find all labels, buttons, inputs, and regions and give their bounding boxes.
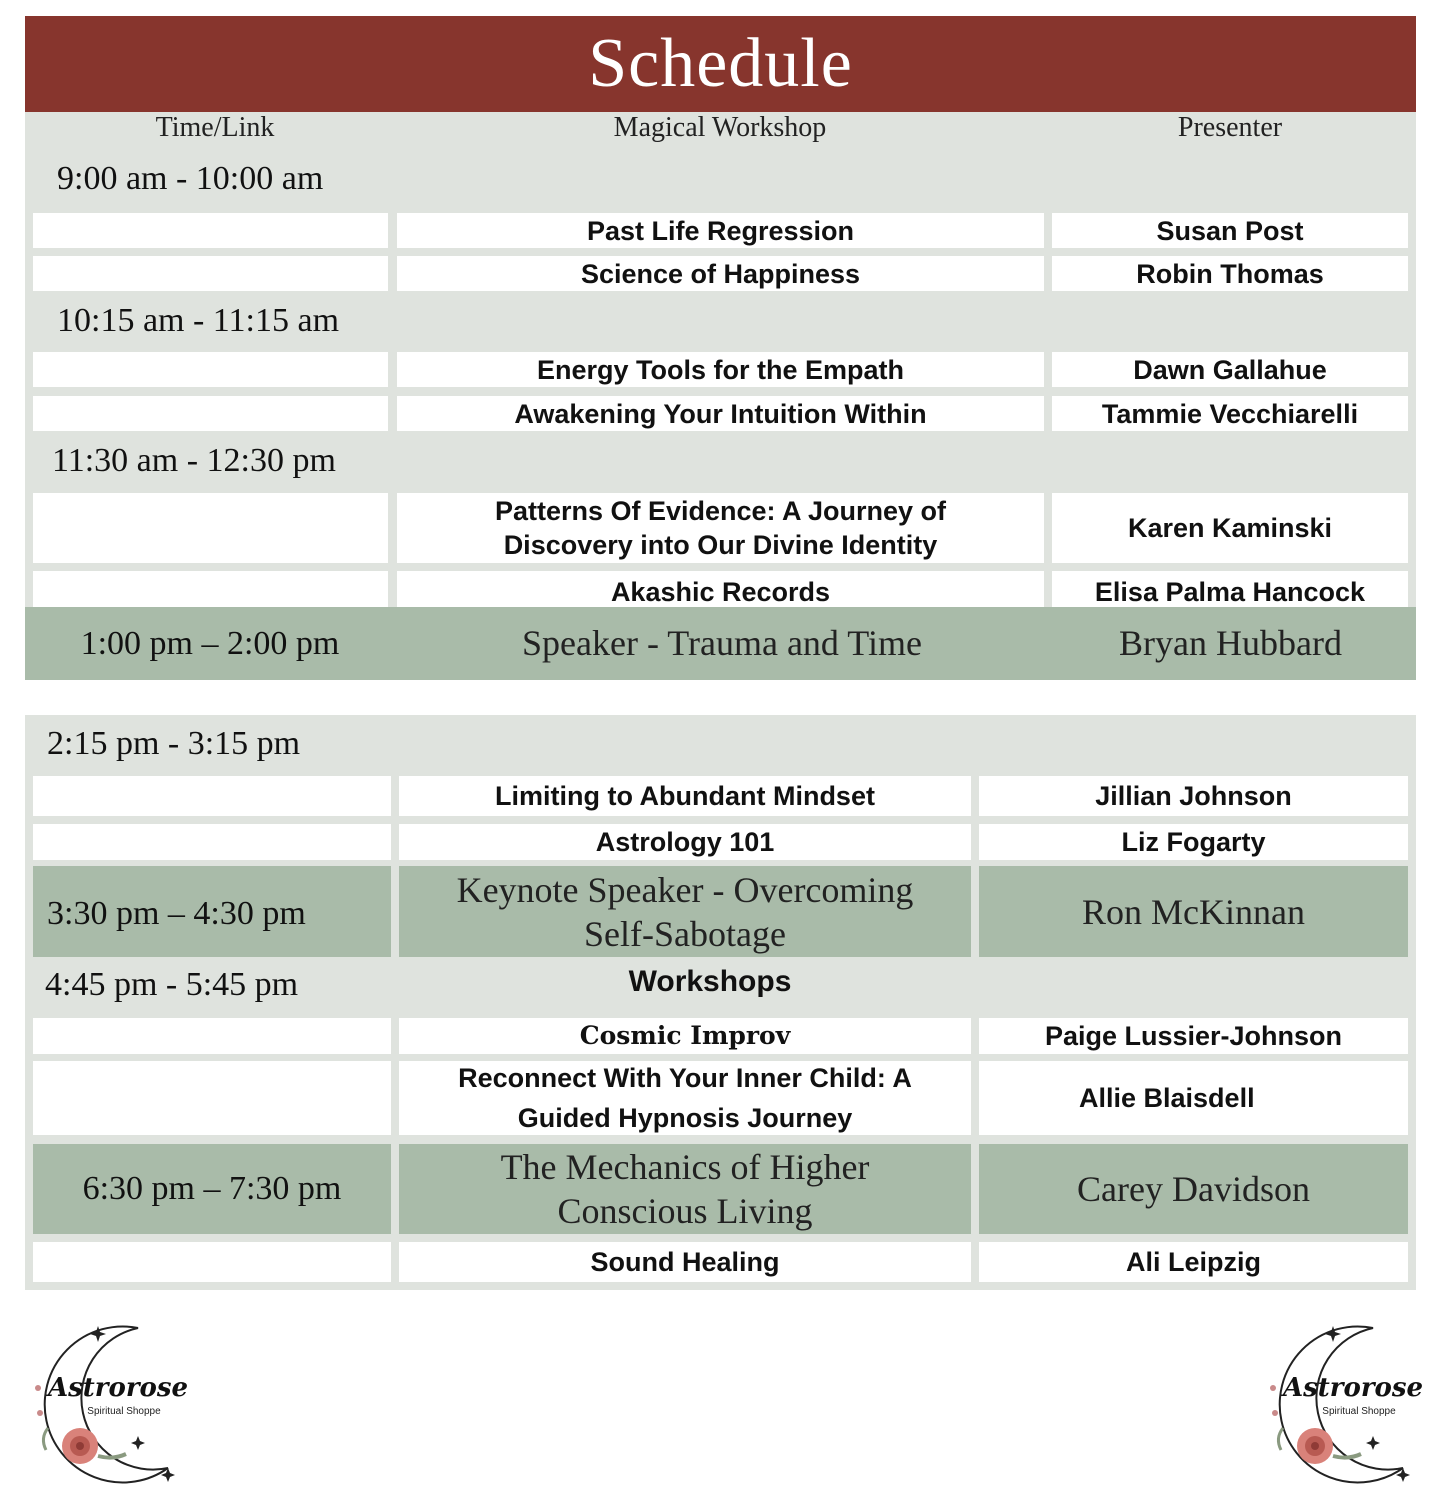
speaker-title: Speaker - Trauma and Time	[522, 623, 922, 663]
link-cell	[33, 256, 388, 291]
workshop-cell: Sound Healing	[399, 1242, 971, 1282]
link-cell	[33, 493, 388, 563]
presenter-cell: Robin Thomas	[1052, 256, 1408, 291]
presenter-cell: Allie Blaisdell	[979, 1061, 1408, 1135]
link-cell	[33, 824, 391, 860]
astrorose-logo-right	[1253, 1318, 1423, 1488]
evening-presenter: Carey Davidson	[979, 1144, 1408, 1234]
time-slot-2: 10:15 am - 11:15 am	[57, 302, 340, 339]
workshop-cell: Akashic Records	[397, 571, 1044, 607]
speaker-presenter: Bryan Hubbard	[1119, 623, 1342, 663]
link-cell	[33, 1061, 391, 1135]
workshop-line: Reconnect With Your Inner Child: A	[458, 1063, 912, 1093]
time-slot-4: 2:15 pm - 3:15 pm	[47, 725, 301, 762]
svg-text:Astrorose: Astrorose	[1282, 1373, 1423, 1403]
presenter-cell: Liz Fogarty	[979, 824, 1408, 860]
workshop-line: Patterns Of Evidence: A Journey of	[494, 496, 947, 526]
link-cell	[33, 352, 388, 387]
presenter-cell: Susan Post	[1052, 213, 1408, 248]
workshop-line: Guided Hypnosis Journey	[517, 1103, 853, 1133]
evening-title-line: Conscious Living	[557, 1191, 813, 1231]
presenter-cell: Paige Lussier-Johnson	[979, 1018, 1408, 1054]
keynote-title-line: Self-Sabotage	[584, 913, 786, 954]
time-slot-5: 4:45 pm - 5:45 pm	[45, 966, 299, 1003]
link-cell	[33, 571, 388, 607]
keynote-presenter: Ron McKinnan	[979, 866, 1408, 957]
svg-text:Spiritual Shoppe: Spiritual Shoppe	[87, 1406, 161, 1417]
workshop-cell: Past Life Regression	[397, 213, 1044, 248]
time-slot-3: 11:30 am - 12:30 pm	[52, 442, 336, 479]
svg-text:Astrorose: Astrorose	[47, 1373, 188, 1403]
header-time: Time/Link	[155, 112, 275, 143]
evening-time: 6:30 pm – 7:30 pm	[82, 1170, 342, 1207]
header-presenter: Presenter	[1177, 112, 1283, 143]
presenter-cell: Tammie Vecchiarelli	[1052, 396, 1408, 431]
workshop-cell: Limiting to Abundant Mindset	[399, 776, 971, 816]
keynote-title-line: Keynote Speaker - Overcoming	[456, 869, 914, 910]
presenter-cell: Karen Kaminski	[1052, 493, 1408, 563]
link-cell	[33, 776, 391, 816]
link-cell	[33, 213, 388, 248]
presenter-cell: Jillian Johnson	[979, 776, 1408, 816]
presenter-cell: Dawn Gallahue	[1052, 352, 1408, 387]
speaker-time: 1:00 pm – 2:00 pm	[80, 625, 340, 662]
link-cell	[33, 1242, 391, 1282]
keynote-time: 3:30 pm – 4:30 pm	[47, 895, 306, 932]
workshop-cell	[397, 493, 1044, 563]
svg-text:Spiritual Shoppe: Spiritual Shoppe	[1322, 1406, 1396, 1417]
presenter-cell: Ali Leipzig	[979, 1242, 1408, 1282]
workshop-cell: Science of Happiness	[397, 256, 1044, 291]
page-title: Schedule	[588, 25, 853, 102]
workshops-label: Workshops	[628, 965, 792, 998]
time-slot-1: 9:00 am - 10:00 am	[57, 160, 324, 197]
workshop-line: Discovery into Our Divine Identity	[503, 530, 938, 560]
workshop-cell: Energy Tools for the Empath	[397, 352, 1044, 387]
workshop-cell: Awakening Your Intuition Within	[397, 396, 1044, 431]
link-cell	[33, 396, 388, 431]
workshop-cell	[399, 1061, 971, 1135]
workshop-cell: Cosmic Improv	[399, 1018, 971, 1054]
workshop-cell: Astrology 101	[399, 824, 971, 860]
link-cell	[33, 1018, 391, 1054]
evening-title-line: The Mechanics of Higher	[500, 1147, 870, 1187]
header-workshop: Magical Workshop	[613, 112, 827, 143]
evening-title	[399, 1144, 971, 1234]
astrorose-logo-left	[18, 1318, 188, 1488]
keynote-title	[399, 866, 971, 957]
presenter-cell: Elisa Palma Hancock	[1052, 571, 1408, 607]
